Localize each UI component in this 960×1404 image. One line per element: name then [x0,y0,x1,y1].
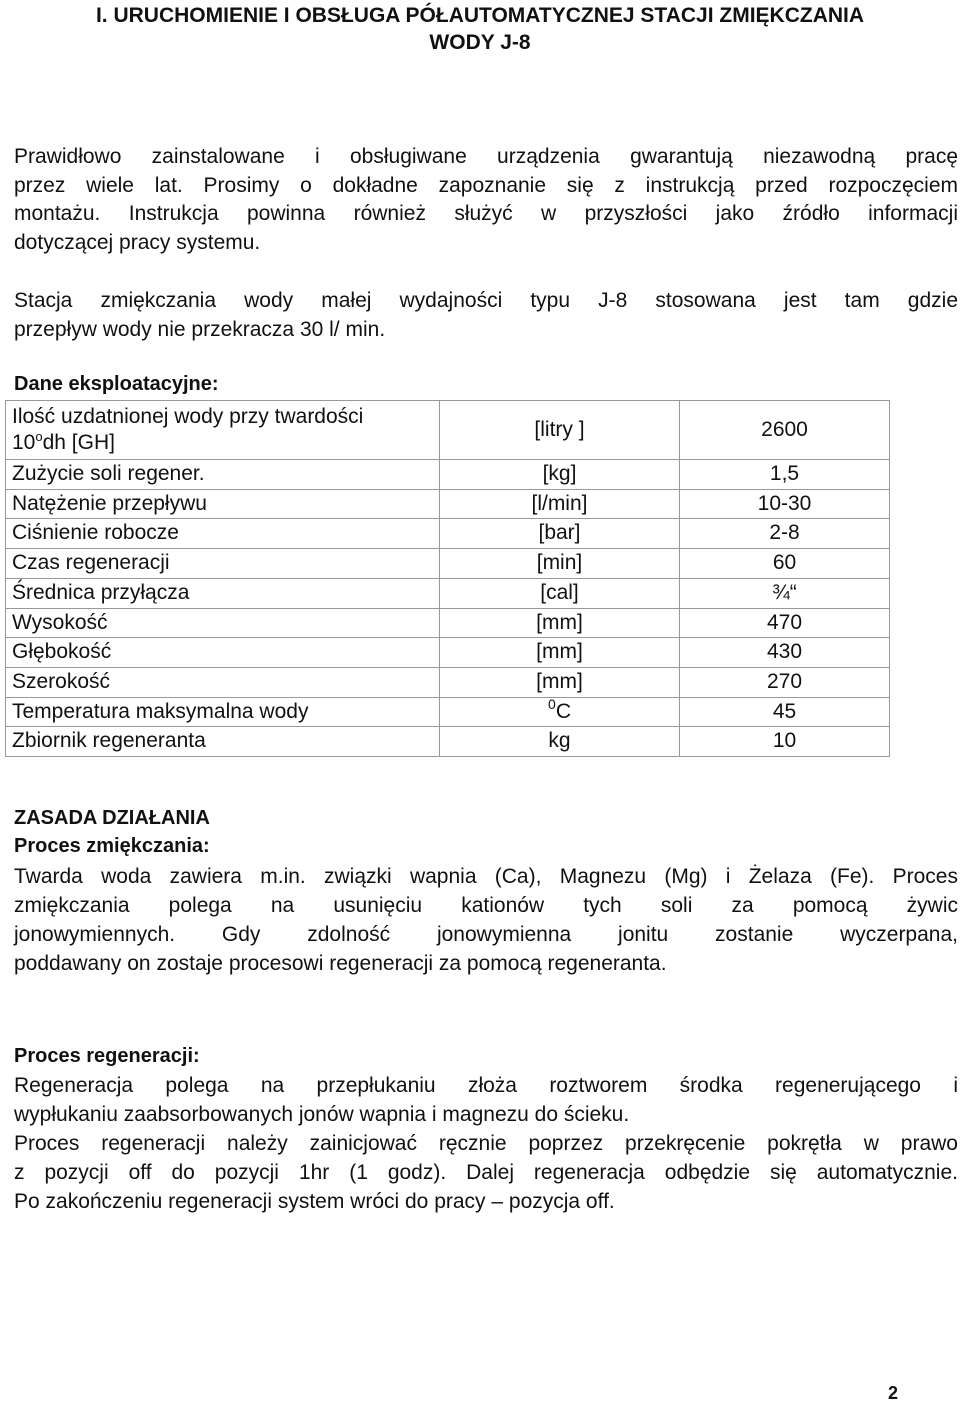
table-row [6,667,890,697]
softening-line: jonowymiennych. Gdy zdolność jonowymienna jonitu zostanie wyczerpana, [14,923,958,946]
spec-label: Wysokość [6,608,440,638]
intro-line: montażu. Instrukcja powinna również służyć w przyszłości jako źródło informacji [14,202,958,225]
softening-line: poddawany on zostaje procesowi regeneracji za pomocą regeneranta. [14,952,667,975]
spec-value: 1,5 [680,460,890,490]
page-number: 2 [887,1383,898,1403]
softening-heading: Proces zmiękczania: [14,835,210,857]
spec-label: Ilość uzdatnionej wody przy twardości 10$^o$dh [GH] [6,401,440,460]
spec-label: Zbiornik regeneranta [6,727,440,757]
spec-value: 60 [680,549,890,579]
spec-label: Natężenie przepływu [6,489,440,519]
spec-value: 10-30 [680,489,890,519]
spec-value: 430 [680,638,890,668]
regen-line: Proces regeneracji należy zainicjować ręcznie poprzez przekręcenie pokrętła w prawo [14,1132,958,1155]
regen-line: Regeneracja polega na przepłukaniu złoża roztworem środka regenerującego i [14,1074,958,1097]
spec-unit: [l/min] [440,489,680,519]
spec-value: 2600 [680,401,890,460]
spec-label: Temperatura maksymalna wody [6,697,440,727]
principle-heading: ZASADA DZIAŁANIA [14,807,210,829]
usage-paragraph [14,287,958,344]
intro-line: Prawidłowo zainstalowane i obsługiwane urządzenia gwarantują niezawodną pracę [14,145,958,168]
title-line-1: I. URUCHOMIENIE I OBSŁUGA PÓŁAUTOMATYCZNEJ STACJI ZMIĘKCZANIA [95,4,865,27]
spec-label: Ciśnienie robocze [6,519,440,549]
table-row [6,727,890,757]
spec-label: Średnica przyłącza [6,578,440,608]
spec-label: Szerokość [6,667,440,697]
specs-heading: Dane eksploatacyjne: [14,373,219,395]
spec-unit: [bar] [440,519,680,549]
intro-paragraph [14,143,958,257]
specs-table [5,400,890,757]
title-line-2: WODY J-8 [429,31,531,54]
regen-line: wypłukaniu zaabsorbowanych jonów wapnia i magnezu do ścieku. [14,1103,630,1126]
spec-label: Zużycie soli regener. [6,460,440,490]
table-row [6,489,890,519]
usage-line: przepływ wody nie przekracza 30 l/ min. [14,317,386,341]
table-row [6,608,890,638]
spec-unit: $^0$C [440,697,680,727]
regen-paragraph [14,1071,958,1216]
table-row [6,697,890,727]
regen-heading: Proces regeneracji: [14,1045,200,1067]
spec-value: 2-8 [680,519,890,549]
spec-unit: [mm] [440,638,680,668]
table-row [6,638,890,668]
spec-label: Czas regeneracji [6,549,440,579]
spec-value: 270 [680,667,890,697]
document-title [14,2,946,56]
regen-line: z pozycji off do pozycji 1hr (1 godz). Dalej regeneracja odbędzie się automatycznie. [14,1161,958,1184]
spec-label: Głębokość [6,638,440,668]
spec-value: ¾“ [680,578,890,608]
spec-unit: [cal] [440,578,680,608]
spec-unit: [mm] [440,608,680,638]
table-row [6,519,890,549]
spec-unit: [litry ] [440,401,680,460]
intro-line: przez wiele lat. Prosimy o dokładne zapoznanie się z instrukcją przed rozpoczęciem [14,173,958,197]
table-row [6,401,890,460]
softening-line: zmiękczania polega na usunięciu kationów tych soli za pomocą żywic [14,894,958,917]
spec-unit: [mm] [440,667,680,697]
spec-value: 10 [680,727,890,757]
intro-line: dotyczącej pracy systemu. [14,230,261,254]
spec-unit: [min] [440,549,680,579]
softening-paragraph [14,862,958,978]
usage-line: Stacja zmiękczania wody małej wydajności typu J-8 stosowana jest tam gdzie [14,289,958,312]
softening-line: Twarda woda zawiera m.in. związki wapnia (Ca), Magnezu (Mg) i Żelaza (Fe). Proces [14,865,958,888]
table-row [6,460,890,490]
spec-value: 470 [680,608,890,638]
spec-unit: kg [440,727,680,757]
spec-value: 45 [680,697,890,727]
table-row [6,549,890,579]
regen-line: Po zakończeniu regeneracji system wróci do pracy – pozycja off. [14,1190,615,1213]
table-row [6,578,890,608]
spec-unit: [kg] [440,460,680,490]
